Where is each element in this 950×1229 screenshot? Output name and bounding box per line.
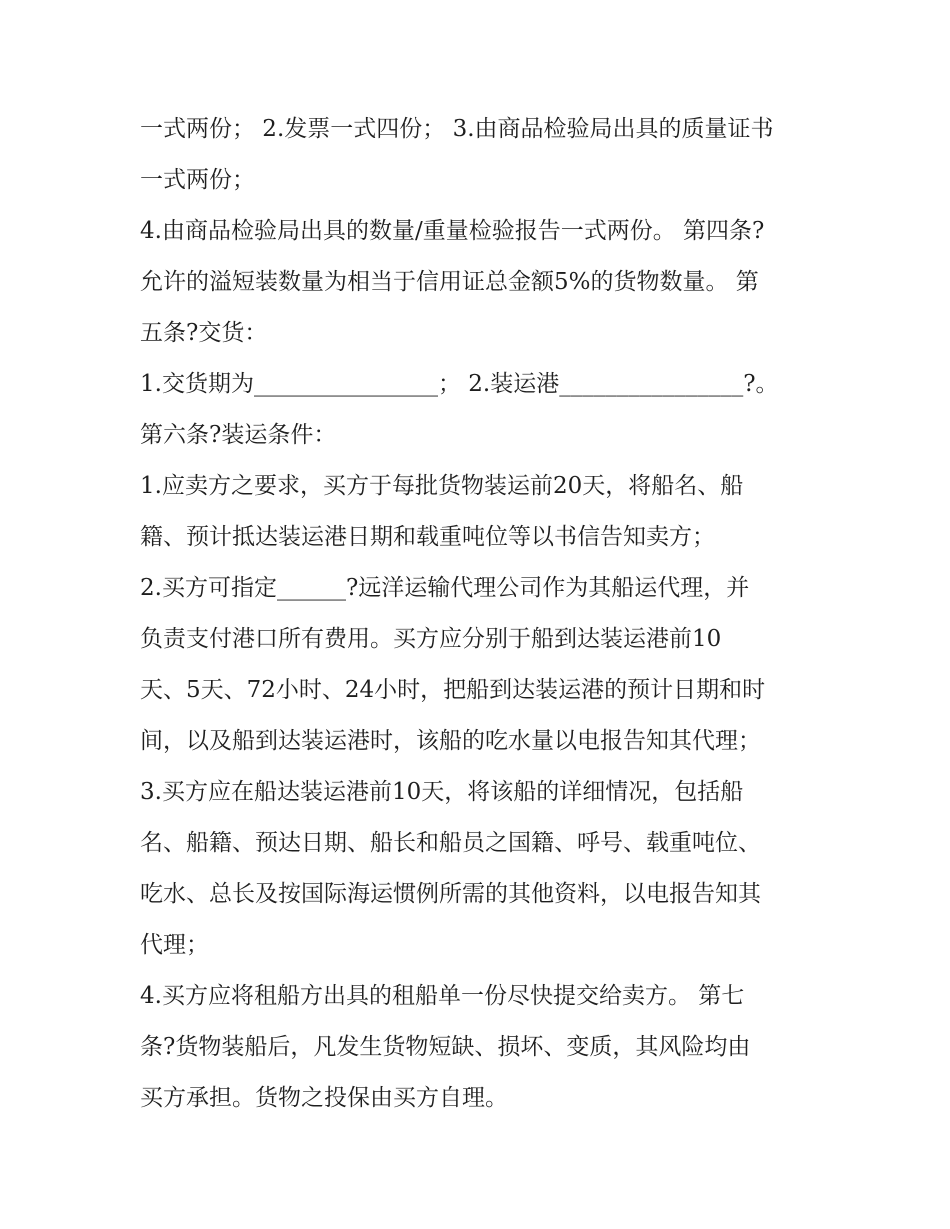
text-line: 1.交货期为________________； 2.装运港________________?。 [140,371,779,397]
text-line: 3.买方应在船达装运港前10天，将该船的详细情况，包括船 [140,779,744,805]
text-line: 1.应卖方之要求，买方于每批货物装运前20天，将船名、船 [140,473,744,499]
text-line: 允许的溢短装数量为相当于信用证总金额5%的货物数量。 第 [140,269,759,295]
text-line: 代理； [140,932,209,958]
contract-text-block [140,104,830,1124]
text-line: 2.买方可指定______?远洋运输代理公司作为其船运代理，并 [140,575,750,601]
text-line: 籍、预计抵达装运港日期和载重吨位等以书信告知卖方； [140,524,715,550]
text-line: 间，以及船到达装运港时，该船的吃水量以电报告知其代理； [140,728,761,754]
text-line: 4.由商品检验局出具的数量/重量检验报告一式两份。 第四条? [140,218,765,244]
text-line: 一式两份； [140,167,255,193]
text-line: 负责支付港口所有费用。买方应分别于船到达装运港前10 [140,626,722,652]
text-line: 一式两份； 2.发票一式四份； 3.由商品检验局出具的质量证书 [140,116,774,142]
text-line: 名、船籍、预达日期、船长和船员之国籍、呼号、载重吨位、 [140,830,761,856]
text-line: 4.买方应将租船方出具的租船单一份尽快提交给卖方。 第七 [140,983,745,1009]
text-line: 天、5天、72小时、24小时，把船到达装运港的预计日期和时 [140,677,766,703]
text-line: 五条?交货： [140,320,268,346]
text-line: 吃水、总长及按国际海运惯例所需的其他资料，以电报告知其 [140,881,761,907]
text-line: 第六条?装运条件： [140,422,337,448]
text-line: 买方承担。货物之投保由买方自理。 [140,1085,508,1111]
text-line: 条?货物装船后，凡发生货物短缺、损坏、变质，其风险均由 [140,1034,751,1060]
